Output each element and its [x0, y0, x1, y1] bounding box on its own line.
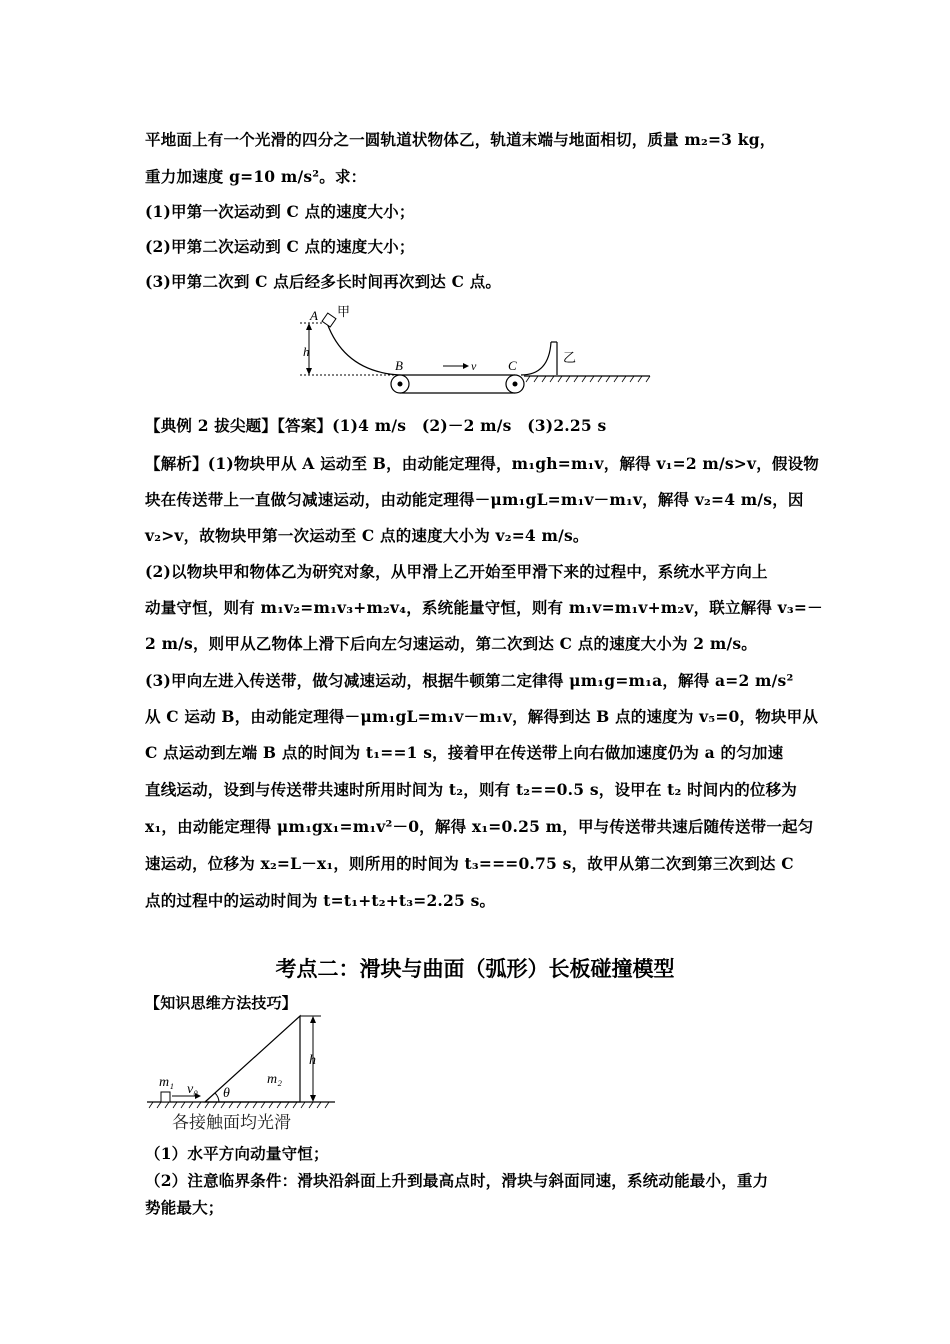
analysis-line: 点的过程中的运动时间为 t=t₁+t₂+t₃=2.25 s。 — [145, 891, 496, 910]
analysis-line: 直线运动，设到与传送带共速时所用时间为 t₂，则有 t₂==0.5 s，设甲在 t₂ 时间内的位移为 — [145, 780, 797, 799]
label-b: B — [395, 358, 403, 373]
label-m1: m₁ — [159, 1075, 174, 1090]
label-yi: 乙 — [563, 350, 577, 365]
conveyor-diagram — [295, 300, 655, 400]
section-subheading: 【知识思维方法技巧】 — [145, 994, 298, 1012]
analysis-line: C 点运动到左端 B 点的时间为 t₁==1 s，接着甲在传送带上向右做加速度仍为 a 的匀加速 — [145, 743, 784, 762]
analysis-line: (3)甲向左进入传送带，做匀减速运动，根据牛顿第二定律得 μm₁g=m₁a，解得 a=2 m/s² — [145, 671, 794, 690]
question-1: (1)甲第一次运动到 C 点的速度大小； — [145, 202, 415, 221]
label-m2: m₂ — [267, 1072, 282, 1087]
tip-line: 势能最大； — [145, 1198, 224, 1217]
label-v0: v₀ — [187, 1082, 199, 1097]
analysis-line: x₁，由动能定理得 μm₁gx₁=m₁v²－0，解得 x₁=0.25 m，甲与传送带共速后随传送带一起匀 — [145, 817, 814, 836]
problem-line-2: 重力加速度 g=10 m/s²。求： — [145, 167, 367, 186]
analysis-line: 从 C 运动 B，由动能定理得－μm₁gL=m₁v－m₁v，解得到达 B 点的速度为 v₅=0，物块甲从 — [145, 707, 819, 726]
tip-line: （1）水平方向动量守恒； — [145, 1144, 329, 1163]
label-h: h — [303, 344, 310, 359]
analysis-line: 块在传送带上一直做匀减速运动，由动能定理得－μm₁gL=m₁v－m₁v，解得 v₂=4 m/s，因 — [145, 490, 804, 509]
analysis-line: 2 m/s，则甲从乙物体上滑下后向左匀速运动，第二次到达 C 点的速度大小为 2 m/s。 — [145, 634, 757, 653]
analysis-line: 【解析】(1)物块甲从 A 运动至 B，由动能定理得，m₁gh=m₁v，解得 v₁=2 m/s>v，假设物 — [145, 454, 819, 473]
analysis-line: 速运动，位移为 x₂=L－x₁，则所用的时间为 t₃===0.75 s，故甲从第二次到第三次到达 C — [145, 854, 794, 873]
wedge-diagram — [145, 1010, 345, 1110]
tip-line: （2）注意临界条件：滑块沿斜面上升到最高点时，滑块与斜面同速，系统动能最小，重力 — [145, 1171, 769, 1190]
section-heading: 考点二：滑块与曲面（弧形）长板碰撞模型 — [275, 957, 675, 981]
answer-line: 【典例 2 拔尖题】【答案】(1)4 m/s (2)－2 m/s (3)2.25 s — [145, 416, 607, 435]
analysis-line: (2)以物块甲和物体乙为研究对象，从甲滑上乙开始至甲滑下来的过程中，系统水平方向上 — [145, 562, 768, 581]
problem-line-1: 平地面上有一个光滑的四分之一圆轨道状物体乙，轨道末端与地面相切，质量 m₂=3 kg， — [145, 130, 776, 149]
label-jia: 甲 — [337, 304, 351, 319]
question-3: (3)甲第二次到 C 点后经多长时间再次到达 C 点。 — [145, 272, 502, 291]
figure-caption: 各接触面均光滑 — [172, 1113, 291, 1133]
label-c: C — [508, 358, 517, 373]
label-theta: θ — [223, 1086, 230, 1101]
label-h2: h — [309, 1053, 316, 1068]
analysis-line: 动量守恒，则有 m₁v₂=m₁v₃+m₂v₄，系统能量守恒，则有 m₁v=m₁v+m₂v，联立解得 v₃=－ — [145, 598, 823, 617]
question-2: (2)甲第二次运动到 C 点的速度大小； — [145, 237, 415, 256]
label-v: v — [471, 359, 477, 373]
analysis-line: v₂>v，故物块甲第一次运动至 C 点的速度大小为 v₂=4 m/s。 — [145, 526, 589, 545]
label-a: A — [310, 308, 318, 323]
